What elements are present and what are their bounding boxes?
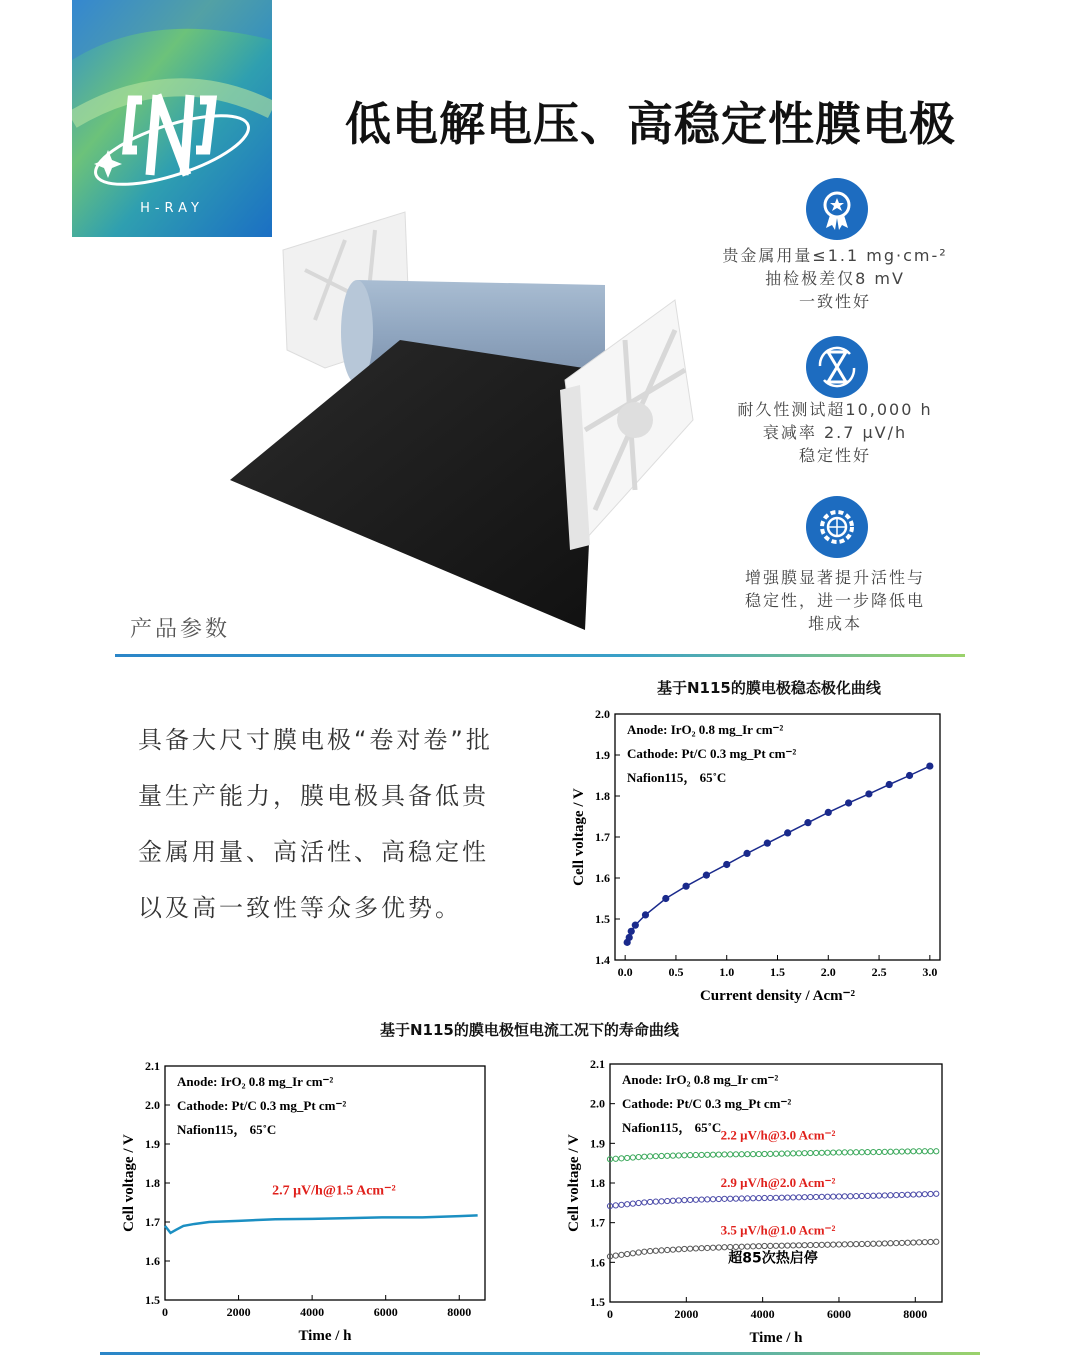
polarization-point bbox=[764, 840, 771, 847]
polarization-chart-title: 基于N115的膜电极稳态极化曲线 bbox=[657, 679, 881, 697]
series-label: 2.2 μV/h@3.0 Acm⁻² bbox=[720, 1127, 836, 1143]
y-tick-label: 1.5 bbox=[590, 1295, 605, 1309]
feature-2-line-3: 稳定性好 bbox=[798, 446, 871, 465]
polarization-point bbox=[682, 883, 689, 890]
section-divider bbox=[115, 654, 965, 657]
polarization-point bbox=[845, 799, 852, 806]
x-tick-label: 0 bbox=[162, 1305, 168, 1319]
chart-annotation: Anode: IrO₂ 0.8 mg_Ir cm⁻² bbox=[622, 1072, 779, 1087]
polarization-point bbox=[804, 819, 811, 826]
feature-2-line-1: 耐久性测试超10,000 h bbox=[737, 400, 933, 419]
x-tick-label: 1.5 bbox=[770, 965, 785, 979]
y-tick-label: 1.4 bbox=[595, 953, 610, 967]
feature-3-line-2: 稳定性，进一步降低电 bbox=[744, 591, 925, 610]
y-tick-label: 2.1 bbox=[590, 1057, 605, 1071]
feature-3-text bbox=[685, 566, 985, 635]
series-label: 2.9 μV/h@2.0 Acm⁻² bbox=[720, 1174, 836, 1190]
y-tick-label: 1.7 bbox=[145, 1215, 160, 1229]
y-axis-label: Cell voltage / V bbox=[121, 1134, 137, 1232]
membrane-roll-image bbox=[225, 210, 705, 630]
x-tick-label: 4000 bbox=[300, 1305, 325, 1319]
polarization-point bbox=[642, 911, 649, 918]
y-tick-label: 2.0 bbox=[145, 1098, 160, 1112]
polarization-point bbox=[632, 922, 639, 929]
y-tick-label: 1.5 bbox=[595, 912, 610, 926]
chart-annotation: 超85次热启停 bbox=[728, 1250, 818, 1267]
y-tick-label: 2.0 bbox=[590, 1096, 605, 1111]
feature-2-text bbox=[685, 398, 985, 467]
chart-annotation: Anode: IrO₂ 0.8 mg_Ir cm⁻² bbox=[627, 722, 784, 737]
x-tick-label: 2000 bbox=[674, 1307, 699, 1321]
polarization-point bbox=[825, 809, 832, 816]
feature-1-line-2: 抽检极差仅8 mV bbox=[765, 269, 905, 288]
bottom-divider bbox=[100, 1352, 980, 1355]
y-tick-label: 1.6 bbox=[595, 871, 610, 885]
x-tick-label: 2.5 bbox=[871, 965, 887, 979]
y-tick-label: 1.6 bbox=[145, 1254, 160, 1268]
section-title: 产品参数 bbox=[130, 617, 231, 642]
feature-1-text bbox=[685, 244, 985, 313]
x-axis-label: Time / h bbox=[298, 1328, 352, 1344]
polarization-point bbox=[926, 762, 933, 769]
chart-annotation: Nafion115， 65˚C bbox=[177, 1122, 277, 1137]
x-tick-label: 0.0 bbox=[617, 965, 633, 979]
lifetime-chart-title: 基于N115的膜电极恒电流工况下的寿命曲线 bbox=[380, 1021, 679, 1039]
polarization-point bbox=[906, 772, 913, 779]
x-axis-label: Time / h bbox=[749, 1330, 803, 1346]
product-description: 具备大尺寸膜电极“卷对卷”批量生产能力，膜电极具备低贵金属用量、高活性、高稳定性以及高一致性等众多优势。 bbox=[138, 726, 493, 922]
y-tick-label: 2.1 bbox=[145, 1059, 160, 1073]
polarization-point bbox=[703, 872, 710, 879]
x-tick-label: 6000 bbox=[373, 1305, 398, 1319]
polarization-point bbox=[886, 781, 893, 788]
x-tick-label: 8000 bbox=[447, 1305, 472, 1319]
lifetime-chart-single bbox=[110, 1052, 500, 1352]
x-tick-label: 0.5 bbox=[668, 965, 684, 979]
hourglass-icon bbox=[806, 336, 868, 398]
y-tick-label: 2.0 bbox=[595, 707, 610, 721]
chart-annotation: Cathode: Pt/C 0.3 mg_Pt cm⁻² bbox=[627, 746, 797, 761]
brand-logo bbox=[72, 0, 272, 237]
feature-1-line-1: 贵金属用量≤1.1 mg·cm-² bbox=[722, 246, 948, 265]
x-tick-label: 6000 bbox=[826, 1307, 851, 1321]
y-tick-label: 1.8 bbox=[145, 1176, 160, 1190]
feature-1-line-3: 一致性好 bbox=[798, 292, 871, 311]
x-tick-label: 8000 bbox=[903, 1307, 928, 1321]
y-axis-label: Cell voltage / V bbox=[566, 1134, 582, 1232]
y-tick-label: 1.9 bbox=[595, 748, 610, 762]
x-tick-label: 4000 bbox=[750, 1307, 775, 1321]
feature-3-line-3: 堆成本 bbox=[807, 614, 862, 633]
polarization-point bbox=[784, 829, 791, 836]
y-tick-label: 1.7 bbox=[595, 830, 610, 844]
page-title: 低电解电压、高稳定性膜电极 bbox=[345, 97, 956, 151]
x-tick-label: 2.0 bbox=[820, 965, 836, 979]
chart-annotation: Anode: IrO₂ 0.8 mg_Ir cm⁻² bbox=[177, 1074, 334, 1089]
x-tick-label: 3.0 bbox=[922, 965, 938, 979]
y-tick-label: 1.9 bbox=[590, 1136, 605, 1151]
y-tick-label: 1.7 bbox=[590, 1215, 605, 1230]
chart-annotation: Nafion115， 65˚C bbox=[627, 770, 727, 785]
polarization-point bbox=[626, 934, 633, 941]
y-axis-label: Cell voltage / V bbox=[571, 788, 587, 886]
award-medal-icon bbox=[806, 178, 868, 240]
feature-3-line-1: 增强膜显著提升活性与 bbox=[744, 568, 925, 587]
chart-annotation: Cathode: Pt/C 0.3 mg_Pt cm⁻² bbox=[622, 1096, 792, 1111]
logo-text: H-RAY bbox=[140, 201, 204, 216]
series-label: 2.7 μV/h@1.5 Acm⁻² bbox=[272, 1183, 396, 1199]
feature-2-line-2: 衰减率 2.7 μV/h bbox=[762, 423, 908, 442]
y-tick-label: 1.8 bbox=[595, 789, 610, 803]
polarization-point bbox=[662, 895, 669, 902]
lifetime-chart-multi bbox=[558, 1052, 958, 1352]
x-axis-label: Current density / Acm⁻² bbox=[699, 988, 856, 1004]
x-tick-label: 2000 bbox=[226, 1305, 251, 1319]
polarization-chart bbox=[560, 700, 960, 1010]
series-label: 3.5 μV/h@1.0 Acm⁻² bbox=[720, 1222, 836, 1238]
x-tick-label: 1.0 bbox=[719, 965, 735, 979]
gear-globe-icon bbox=[806, 496, 868, 558]
polarization-point bbox=[865, 790, 872, 797]
y-tick-label: 1.6 bbox=[590, 1255, 605, 1270]
chart-annotation: Cathode: Pt/C 0.3 mg_Pt cm⁻² bbox=[177, 1098, 347, 1113]
x-tick-label: 0 bbox=[607, 1307, 613, 1321]
polarization-point bbox=[723, 861, 730, 868]
y-tick-label: 1.8 bbox=[590, 1176, 605, 1190]
y-tick-label: 1.5 bbox=[145, 1293, 160, 1307]
chart-annotation: Nafion115， 65˚C bbox=[622, 1120, 722, 1135]
y-tick-label: 1.9 bbox=[145, 1137, 160, 1151]
polarization-point bbox=[743, 850, 750, 857]
polarization-point bbox=[628, 928, 635, 935]
